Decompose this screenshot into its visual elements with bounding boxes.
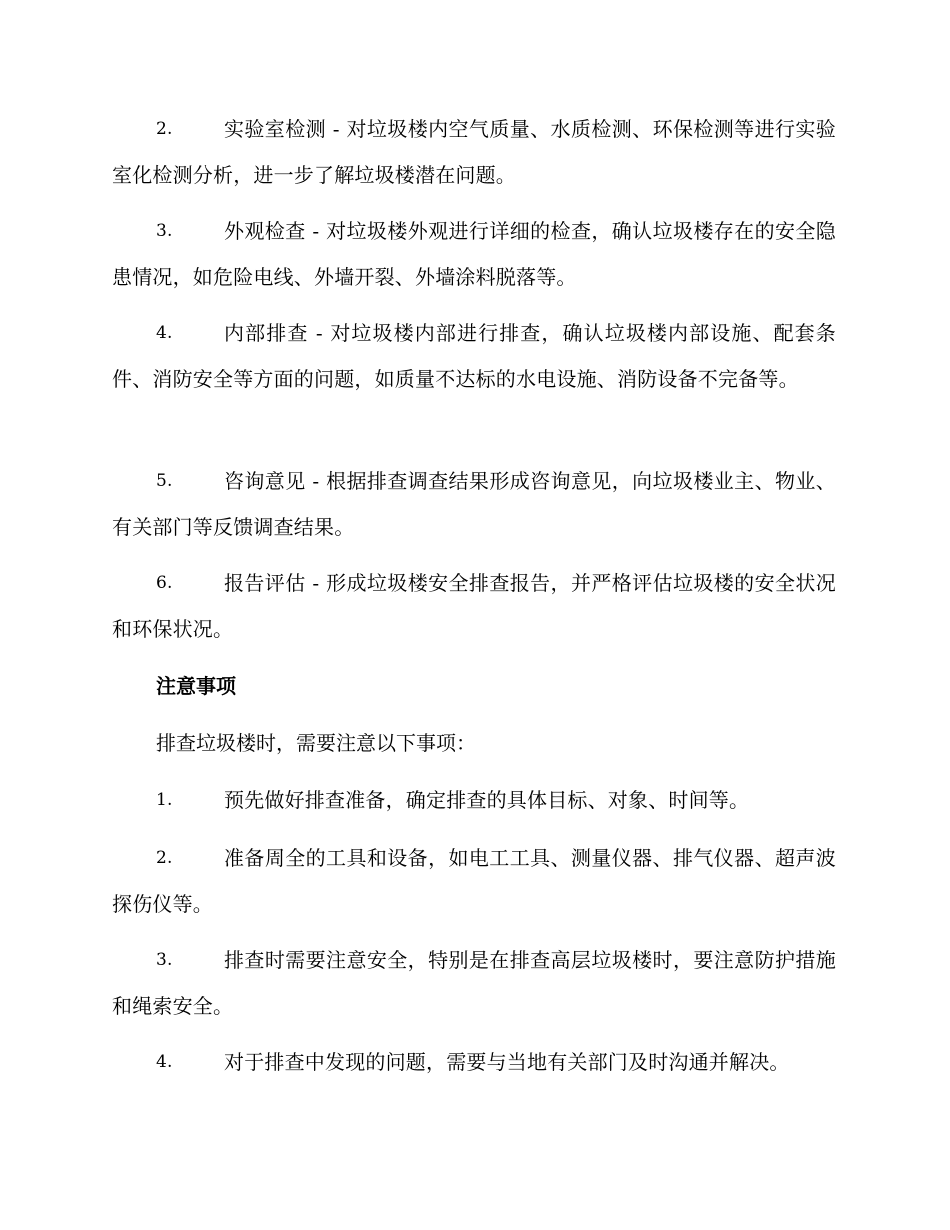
list-text: 准备周全的工具和设备，如电工工具、测量仪器、排气仪器、超声波探伤仪等。: [112, 846, 836, 916]
list-item: [112, 458, 836, 550]
list-number: 6.: [156, 573, 173, 593]
list-number: 5.: [156, 471, 173, 491]
list-item: [112, 937, 836, 1029]
list-item: [112, 310, 836, 402]
list-number: 3.: [156, 221, 173, 241]
list-number: 3.: [156, 950, 173, 970]
list-number: 2.: [156, 848, 173, 868]
list-number: 4.: [156, 1052, 173, 1072]
list-item: [112, 1039, 836, 1085]
list-text: 报告评估 - 形成垃圾楼安全排查报告，并严格评估垃圾楼的安全状况和环保状况。: [112, 571, 836, 641]
list-text: 实验室检测 - 对垃圾楼内空气质量、水质检测、环保检测等进行实验室化检测分析，进一步了解垃圾楼潜在问题。: [112, 117, 836, 187]
list-item: [112, 560, 836, 652]
list-number: 2.: [156, 119, 173, 139]
list-number: 1.: [156, 790, 173, 810]
list-text: 预先做好排查准备，确定排查的具体目标、对象、时间等。: [224, 788, 750, 812]
list-text: 对于排查中发现的问题，需要与当地有关部门及时沟通并解决。: [224, 1050, 790, 1074]
section-heading: 注意事项: [156, 674, 236, 698]
intro-paragraph: 排查垃圾楼时，需要注意以下事项：: [156, 731, 476, 755]
list-text: 排查时需要注意安全，特别是在排查高层垃圾楼时，要注意防护措施和绳索安全。: [112, 948, 836, 1018]
list-item: [112, 835, 836, 927]
list-text: 咨询意见 - 根据排查调查结果形成咨询意见，向垃圾楼业主、物业、有关部门等反馈调查结果。: [112, 469, 836, 539]
list-item: [112, 106, 836, 198]
list-item: [112, 208, 836, 300]
list-number: 4.: [156, 323, 173, 343]
list-item: [112, 777, 836, 823]
list-text: 内部排查 - 对垃圾楼内部进行排查，确认垃圾楼内部设施、配套条件、消防安全等方面的问题，如质量不达标的水电设施、消防设备不完备等。: [112, 321, 836, 391]
list-text: 外观检查 - 对垃圾楼外观进行详细的检查，确认垃圾楼存在的安全隐患情况，如危险电线、外墙开裂、外墙涂料脱落等。: [112, 219, 836, 289]
